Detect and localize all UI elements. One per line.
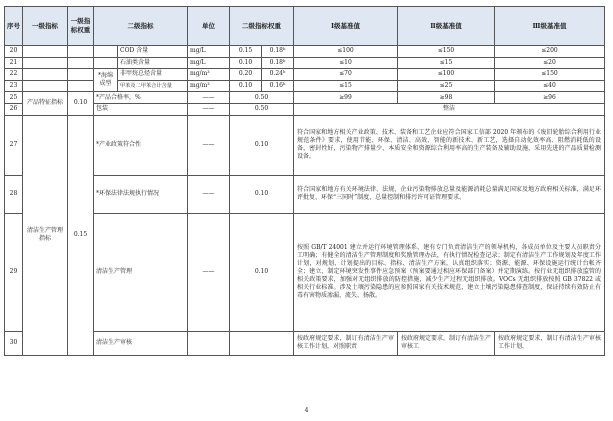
- row-w1: 0.10: [230, 57, 262, 69]
- table-row: [5, 103, 605, 115]
- row-l2: COD 含量: [118, 46, 188, 58]
- row-weight: 0.50: [230, 103, 294, 115]
- row-l2: 甲苯及二甲苯合计含量: [118, 80, 188, 92]
- row-l1-weight: [68, 57, 94, 69]
- row-b1: ≤15: [294, 80, 398, 92]
- row-l2: 清洁生产管理: [94, 213, 188, 331]
- row-seq: 21: [5, 57, 23, 69]
- row-seq: 29: [5, 213, 23, 331]
- row-requirement-text: 符合国家和地方有关环境法律、法规，企业污染物排放总量及能源消耗总量满足国家及地方政府相关标准，满足环评批复、环保“三同时”制度、总量控制和排污许可证管理要求。: [294, 175, 605, 213]
- row-b3: ≤150: [495, 69, 605, 81]
- row-seq: 30: [5, 331, 23, 355]
- table-row: [5, 115, 605, 175]
- row-w1: 0.10: [230, 80, 262, 92]
- row-unit: [188, 331, 230, 355]
- row-l2: 清洁生产审核: [94, 331, 188, 355]
- table-row: [5, 213, 605, 331]
- table-row: [5, 69, 605, 81]
- l1-product-weight: 0.10: [68, 92, 94, 115]
- row-unit: mg/L: [188, 57, 230, 69]
- row-b2: 按政府规定要求，制订有清洁生产审核工: [398, 331, 495, 355]
- row-unit: ——: [188, 175, 230, 213]
- header-seq: 序号: [5, 7, 23, 46]
- row-unit: mg/L: [188, 46, 230, 58]
- row-weight: 0.50: [230, 92, 294, 104]
- row-requirement-text: 按照 GB/T 24001 建立并运行环境管理体系，建有专门负责清洁生产的领导机构，各成员单位及主要人员职责分工明确；有健全的清洁生产管理制度和奖励管理办法，有执行情况检查记录；制定有清洁生产工作规划及年度工作计划，对规划、计划提出的目标、指标、清洁生产方案，认真组织落实；资源、能源、环保设施运行统计台帐齐全；建立、制定环境突发性事件应急预案（预案要通过相应环保部门备案）并定期演练。按行业无组织排放监管的相关政策要求，加强对无组织排放的防控措施，减少生产过程无组织排放。VOCs 无组织排放按照 GB 37822 或相关行业标准。涉及土壤污染隐患的应参照国家有关技术规范，建立土壤污染隐患排查制度，保证持续有效防止有毒有害物质渗漏、流失、扬散。: [294, 213, 605, 331]
- row-b3: ≤20: [495, 57, 605, 69]
- row-seq: 28: [5, 175, 23, 213]
- header-l1: 一级指标: [23, 7, 68, 46]
- row-unit: ——: [188, 115, 230, 175]
- row-l2: *环保法律法规执行情况: [94, 175, 188, 213]
- row-b2: ≤150: [398, 46, 495, 58]
- row-unit: ——: [188, 92, 230, 104]
- row-w2: 0.24ᵇ: [262, 69, 294, 81]
- row-weight: 0.10: [230, 213, 294, 331]
- table-row: [5, 46, 605, 58]
- row-b1: ≤10: [294, 57, 398, 69]
- row-l1-weight: [68, 46, 94, 58]
- row-w2: 0.16ᵇ: [262, 80, 294, 92]
- row-weight: [230, 331, 294, 355]
- header-l1-weight: 一级指标权重: [68, 7, 94, 46]
- row-sub-emission: *海绵成型: [94, 69, 118, 92]
- row-b1: ≤100: [294, 46, 398, 58]
- l1-product-label: 产品特征指标: [23, 92, 68, 115]
- row-l2: 非甲烷总烃含量: [118, 69, 188, 81]
- header-b1: Ⅰ级基准值: [294, 7, 398, 46]
- row-l1: [23, 57, 68, 69]
- row-b2: ≤100: [398, 69, 495, 81]
- row-b3: ≤200: [495, 46, 605, 58]
- header-b2: Ⅱ级基准值: [398, 7, 495, 46]
- table-row: [5, 57, 605, 69]
- row-w2: 0.18ᵇ: [262, 57, 294, 69]
- row-unit: mg/m³: [188, 69, 230, 81]
- row-seq: 23: [5, 80, 23, 92]
- row-unit: ——: [188, 103, 230, 115]
- row-seq: 20: [5, 46, 23, 58]
- table-row: [5, 92, 605, 104]
- table-row: [5, 331, 605, 355]
- row-b3: ≤40: [495, 80, 605, 92]
- row-b1: ≤70: [294, 69, 398, 81]
- table-row: [5, 175, 605, 213]
- row-unit: ——: [188, 213, 230, 331]
- row-b3: 按政府规定要求，制订有清洁生产审核工作计划，: [495, 331, 605, 355]
- row-l2: 包装: [94, 103, 188, 115]
- row-l2: *产业政策符合性: [94, 115, 188, 175]
- row-l2: *产品合格率，%: [94, 92, 188, 104]
- row-sub: [94, 57, 118, 69]
- header-b3: Ⅲ级基准值: [495, 7, 605, 46]
- row-l1-weight: [68, 69, 94, 81]
- row-b2: ≤15: [398, 57, 495, 69]
- row-b3: ≥96: [495, 92, 605, 104]
- page-number: 4: [304, 407, 309, 414]
- row-seq: 27: [5, 115, 23, 175]
- row-w2: 0.18ᵇ: [262, 46, 294, 58]
- row-l1: [23, 69, 68, 81]
- l1-clean-weight: 0.15: [68, 115, 94, 355]
- row-weight: 0.10: [230, 175, 294, 213]
- row-seq: 25: [5, 92, 23, 104]
- row-requirement-text: 符合国家和地方相关产业政策、技术、装备和工艺企业应符合国家工信部 2020 年颁布的《废旧轮胎综合利用行业规范条件》要求，使用节能、环保、清洁、高效、智能的新技术、新工艺，选择自动化效率高、阻燃消耗低的设备，密封性好，污染物产排量少、本质安全和资源综合利用率高的生产装备及辅助设施，采用先进的产品质量检测设备。: [294, 115, 605, 175]
- row-sub: [94, 46, 118, 58]
- row-b1: ≥99: [294, 92, 398, 104]
- row-l2: 石油类含量: [118, 57, 188, 69]
- row-seq: 22: [5, 69, 23, 81]
- indicator-table: [4, 6, 605, 356]
- header-unit: 单位: [188, 7, 230, 46]
- header-l2-weight: 二级指标权重: [230, 7, 294, 46]
- header-row: [5, 7, 605, 46]
- row-l1: [23, 80, 68, 92]
- row-l1: [23, 46, 68, 58]
- l1-clean-label: 清洁生产管理指标: [23, 115, 68, 355]
- row-l1-weight: [68, 80, 94, 92]
- row-w1: 0.15: [230, 46, 262, 58]
- row-w1: 0.20: [230, 69, 262, 81]
- row-b1: 按政府规定要求，制订有清洁生产审核工作计划，对照职责: [294, 331, 398, 355]
- row-b2: ≤25: [398, 80, 495, 92]
- row-benchmark-merged: 整洁: [294, 103, 605, 115]
- header-l2: 二级指标: [94, 7, 188, 46]
- row-weight: 0.10: [230, 115, 294, 175]
- row-seq: 26: [5, 103, 23, 115]
- row-unit: mg/m³: [188, 80, 230, 92]
- row-b2: ≥98: [398, 92, 495, 104]
